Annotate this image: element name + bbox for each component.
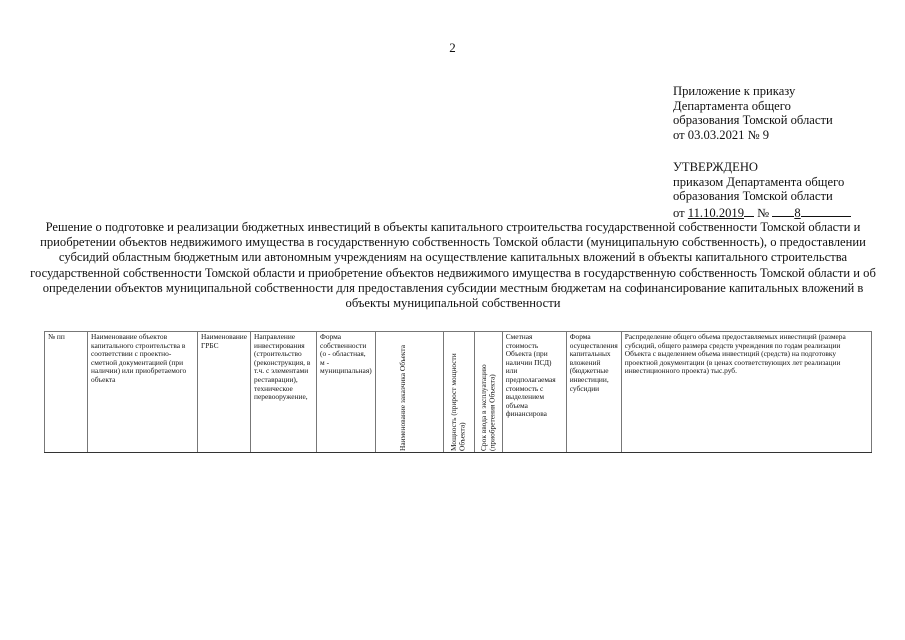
investment-table	[44, 331, 872, 453]
header-cell-direction: Направление инвестирования (строительство (реконструкция, в т.ч. с элементами реставрации), техническое перевооружение,	[251, 332, 317, 453]
page-number: 2	[449, 40, 456, 55]
appendix-line: Приложение к приказу	[673, 84, 796, 98]
header-cell-number: № пп	[45, 332, 88, 453]
approval-block	[673, 160, 888, 220]
appendix-line: от 03.03.2021 № 9	[673, 127, 770, 142]
header-cell-cost: Сметная стоимость Объекта (при наличии ПСД) или предполагаемая стоимость с выделением объема финансирова	[502, 332, 566, 453]
approval-heading: УТВЕРЖДЕНО	[673, 160, 759, 174]
number-blank-left	[772, 204, 794, 217]
appendix-block	[673, 84, 883, 142]
approval-number: 8	[794, 205, 801, 220]
header-cell-capacity	[443, 332, 474, 453]
header-capacity-text: Мощность (прирост мощности Объекта)	[449, 353, 467, 451]
header-customer-text: Наименование заказчика Объекта	[398, 344, 408, 451]
approval-date: 11.10.2019	[687, 205, 745, 220]
header-cell-grbs: Наименование ГРБС	[198, 332, 251, 453]
document-title: Решение о подготовке и реализации бюджетных инвестиций в объекты капитального строительства государственной собственности Томской области и приобретении объектов недвижимого имущества в государственную собственность Томской области (муниципальную собственность), о предоставлении субсидий областным бюджетным или автономным учреждениям на осуществление капитальных вложений в объекты капитального строительства государственной собственности Томской области и приобретение объектов недвижимого имущества в государственную собственность Томской области и об определении объектов муниципальной собственности для предоставления субсидии местным бюджетам на софинансирование капитальных вложений в объекты муниципальной собственности	[30, 220, 876, 311]
approval-line: приказом Департамента общего	[673, 174, 845, 189]
header-cell-customer	[375, 332, 443, 453]
from-label: от	[673, 205, 685, 220]
header-cell-commissioning	[474, 332, 502, 453]
approval-line: образования Томской области	[673, 189, 833, 204]
appendix-line: образования Томской области	[673, 113, 833, 128]
date-blank	[744, 204, 754, 217]
header-commissioning-text: Срок ввода в эксплуатацию (приобретения Объекта)	[478, 364, 497, 451]
appendix-line: Департамента общего	[673, 98, 791, 113]
header-cell-investment-form: Форма осуществления капитальных вложений (бюджетные инвестиции, субсидии	[566, 332, 621, 453]
number-blank-right	[801, 204, 851, 217]
header-cell-ownership: Форма собственности (о - областная, м - муниципальная)	[317, 332, 376, 453]
header-cell-object-name: Наименование объектов капитального строительства в соответствии с проектно-сметной документацией (при наличии) или приобретаемого объекта	[88, 332, 198, 453]
header-cell-distribution: Распределение общего объема предоставляемых инвестиций (размера субсидий, общего размера средств учреждения по годам реализации Объекта с выделением объема инвестиций (средств) на подготовку проектной документации (в ценах соответствующих лет реализации инвестиционного проекта) тыс.руб.	[621, 332, 871, 453]
table-header-row	[45, 332, 872, 453]
approval-date-line	[673, 204, 888, 221]
number-label: №	[757, 205, 770, 220]
